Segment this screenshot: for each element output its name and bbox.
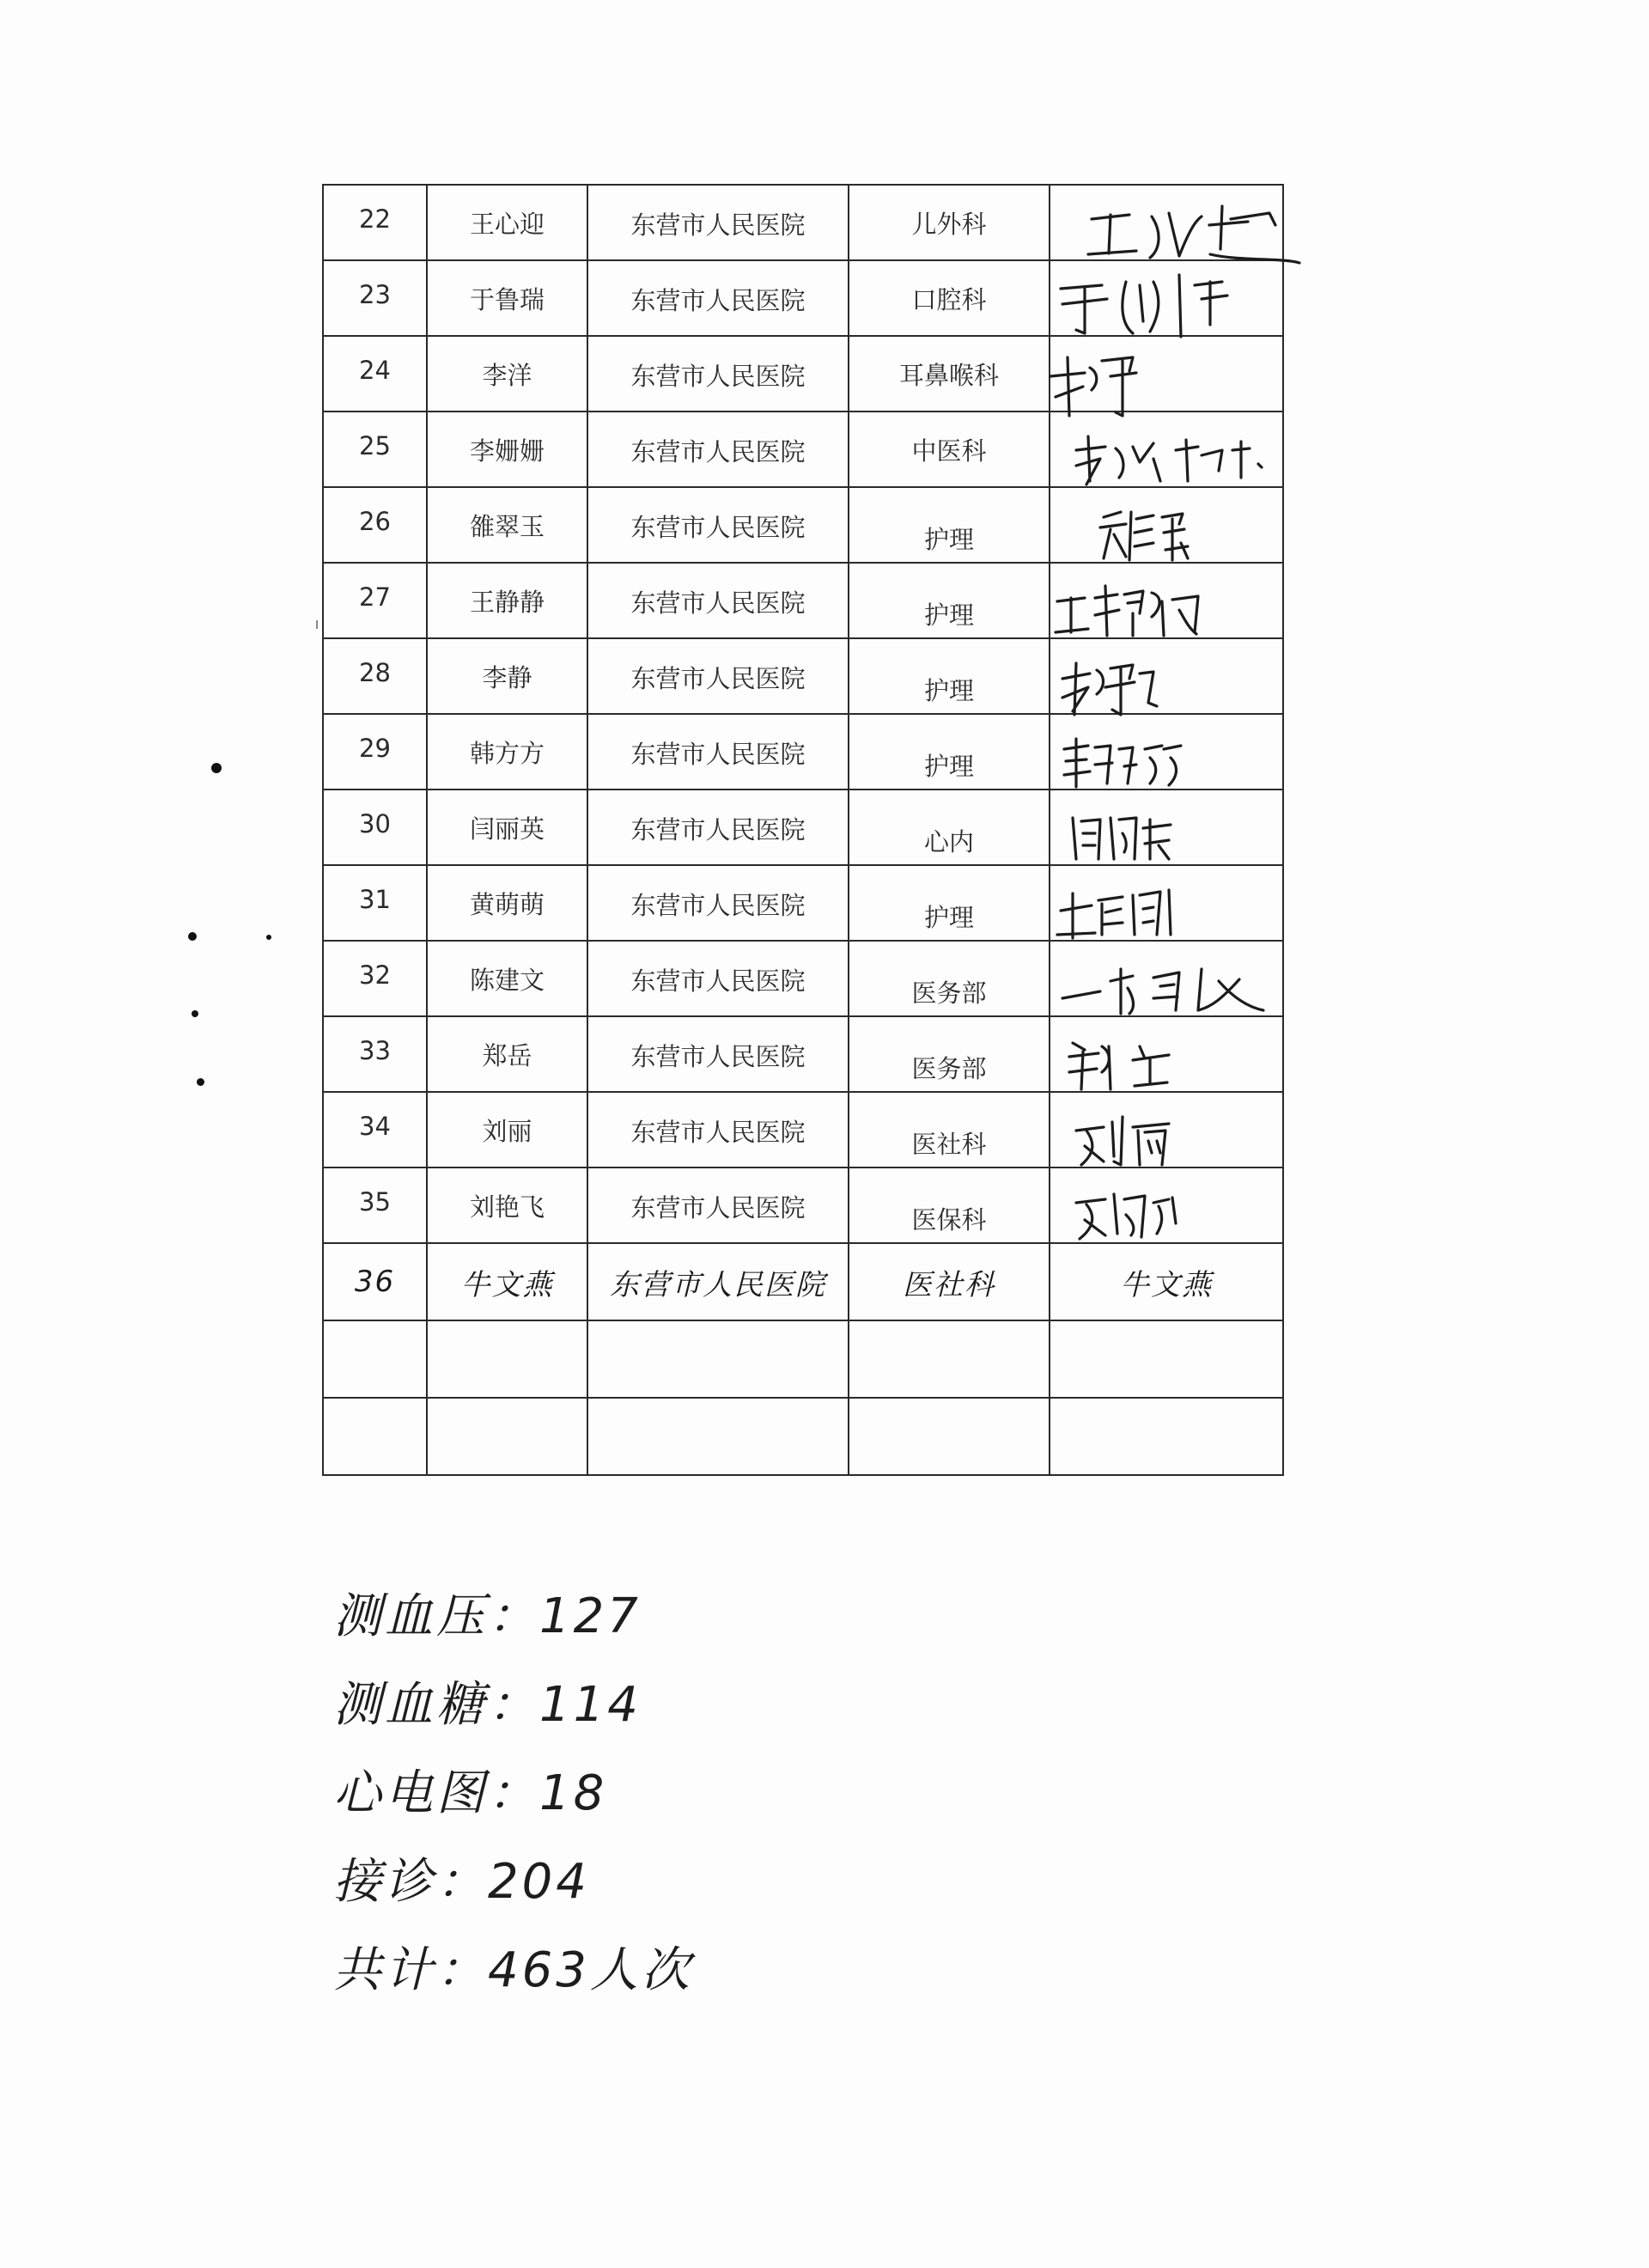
row-name: 刘丽 — [427, 1092, 587, 1168]
row-name: 于鲁瑞 — [427, 260, 587, 336]
summary-colon: ： — [436, 1942, 488, 1998]
row-number: 31 — [323, 865, 427, 941]
row-hospital: 东营市人民医院 — [587, 336, 849, 412]
row-department: 医务部 — [849, 941, 1050, 1016]
row-signature — [1050, 1168, 1283, 1243]
empty-cell — [1050, 1398, 1283, 1475]
row-hospital: 东营市人民医院 — [587, 1168, 849, 1243]
summary-line-blood-sugar — [333, 1661, 693, 1749]
handwritten-summary — [333, 1572, 693, 2015]
summary-value: 114 — [539, 1677, 642, 1733]
row-name: 李静 — [427, 638, 587, 714]
scan-mark — [316, 620, 318, 629]
row-department: 护理 — [849, 638, 1050, 714]
row-name: 牛文燕 — [427, 1243, 587, 1320]
table-body — [323, 185, 1283, 1475]
row-number: 23 — [323, 260, 427, 336]
row-number: 34 — [323, 1092, 427, 1168]
row-hospital: 东营市人民医院 — [587, 865, 849, 941]
empty-table-row — [323, 1398, 1283, 1475]
row-number: 27 — [323, 563, 427, 638]
row-department: 耳鼻喉科 — [849, 336, 1050, 412]
empty-cell — [587, 1320, 849, 1398]
summary-label: 共计 — [333, 1942, 436, 1998]
row-department: 护理 — [849, 487, 1050, 563]
row-name: 雒翠玉 — [427, 487, 587, 563]
summary-line-blood-pressure — [333, 1572, 693, 1661]
row-name: 刘艳飞 — [427, 1168, 587, 1243]
row-name: 李姗姗 — [427, 412, 587, 487]
empty-cell — [427, 1398, 587, 1475]
summary-line-ecg — [333, 1749, 693, 1838]
row-signature: 牛文燕 — [1050, 1243, 1283, 1320]
empty-cell — [849, 1398, 1050, 1475]
scan-speck — [188, 932, 197, 941]
row-number: 24 — [323, 336, 427, 412]
summary-label: 测血糖 — [333, 1677, 488, 1733]
row-name: 韩方方 — [427, 714, 587, 790]
row-hospital: 东营市人民医院 — [587, 412, 849, 487]
row-hospital: 东营市人民医院 — [587, 487, 849, 563]
scan-speck — [211, 763, 222, 773]
row-name: 王静静 — [427, 563, 587, 638]
empty-cell — [1050, 1320, 1283, 1398]
row-department: 口腔科 — [849, 260, 1050, 336]
row-hospital: 东营市人民医院 — [587, 563, 849, 638]
summary-colon: ： — [436, 1854, 488, 1910]
summary-value: 18 — [539, 1765, 608, 1821]
summary-value: 127 — [539, 1588, 642, 1644]
empty-cell — [587, 1398, 849, 1475]
summary-colon: ： — [488, 1765, 539, 1821]
table-row — [323, 1168, 1283, 1243]
row-name: 李洋 — [427, 336, 587, 412]
empty-cell — [427, 1320, 587, 1398]
row-number: 29 — [323, 714, 427, 790]
row-hospital: 东营市人民医院 — [587, 714, 849, 790]
row-name: 王心迎 — [427, 185, 587, 260]
row-department: 医社科 — [849, 1092, 1050, 1168]
row-hospital: 东营市人民医院 — [587, 941, 849, 1016]
summary-value: 204 — [488, 1854, 590, 1910]
row-hospital: 东营市人民医院 — [587, 1016, 849, 1092]
scan-speck — [266, 935, 271, 940]
row-department: 护理 — [849, 714, 1050, 790]
summary-colon: ： — [488, 1588, 539, 1644]
row-department: 护理 — [849, 563, 1050, 638]
row-hospital: 东营市人民医院 — [587, 260, 849, 336]
row-department: 医务部 — [849, 1016, 1050, 1092]
row-department: 心内 — [849, 790, 1050, 865]
empty-table-row — [323, 1320, 1283, 1398]
row-name: 闫丽英 — [427, 790, 587, 865]
row-number: 33 — [323, 1016, 427, 1092]
row-number: 26 — [323, 487, 427, 563]
scan-speck — [192, 1010, 198, 1017]
summary-label: 心电图 — [333, 1765, 488, 1821]
row-hospital: 东营市人民医院 — [587, 185, 849, 260]
row-department: 护理 — [849, 865, 1050, 941]
attendance-table — [322, 184, 1284, 1476]
summary-label: 测血压 — [333, 1588, 488, 1644]
handwritten-table-row — [323, 1243, 1283, 1320]
row-hospital: 东营市人民医院 — [587, 638, 849, 714]
row-hospital: 东营市人民医院 — [587, 1092, 849, 1168]
summary-label: 接诊 — [333, 1854, 436, 1910]
handwritten-signature — [1050, 1155, 1299, 1258]
row-name: 黄萌萌 — [427, 865, 587, 941]
row-number: 35 — [323, 1168, 427, 1243]
summary-colon: ： — [488, 1677, 539, 1733]
empty-cell — [849, 1320, 1050, 1398]
row-hospital: 东营市人民医院 — [587, 1243, 849, 1320]
summary-line-consultation — [333, 1838, 693, 1926]
row-department: 医保科 — [849, 1168, 1050, 1243]
row-number: 36 — [323, 1243, 427, 1320]
row-number: 25 — [323, 412, 427, 487]
row-hospital: 东营市人民医院 — [587, 790, 849, 865]
row-department: 中医科 — [849, 412, 1050, 487]
row-name: 陈建文 — [427, 941, 587, 1016]
row-name: 郑岳 — [427, 1016, 587, 1092]
summary-value: 463人次 — [488, 1942, 693, 1998]
row-number: 30 — [323, 790, 427, 865]
row-number: 28 — [323, 638, 427, 714]
row-number: 32 — [323, 941, 427, 1016]
empty-cell — [323, 1398, 427, 1475]
row-department: 医社科 — [849, 1243, 1050, 1320]
empty-cell — [323, 1320, 427, 1398]
summary-line-total — [333, 1926, 693, 2015]
row-number: 22 — [323, 185, 427, 260]
row-department: 儿外科 — [849, 185, 1050, 260]
scan-speck — [197, 1078, 204, 1086]
